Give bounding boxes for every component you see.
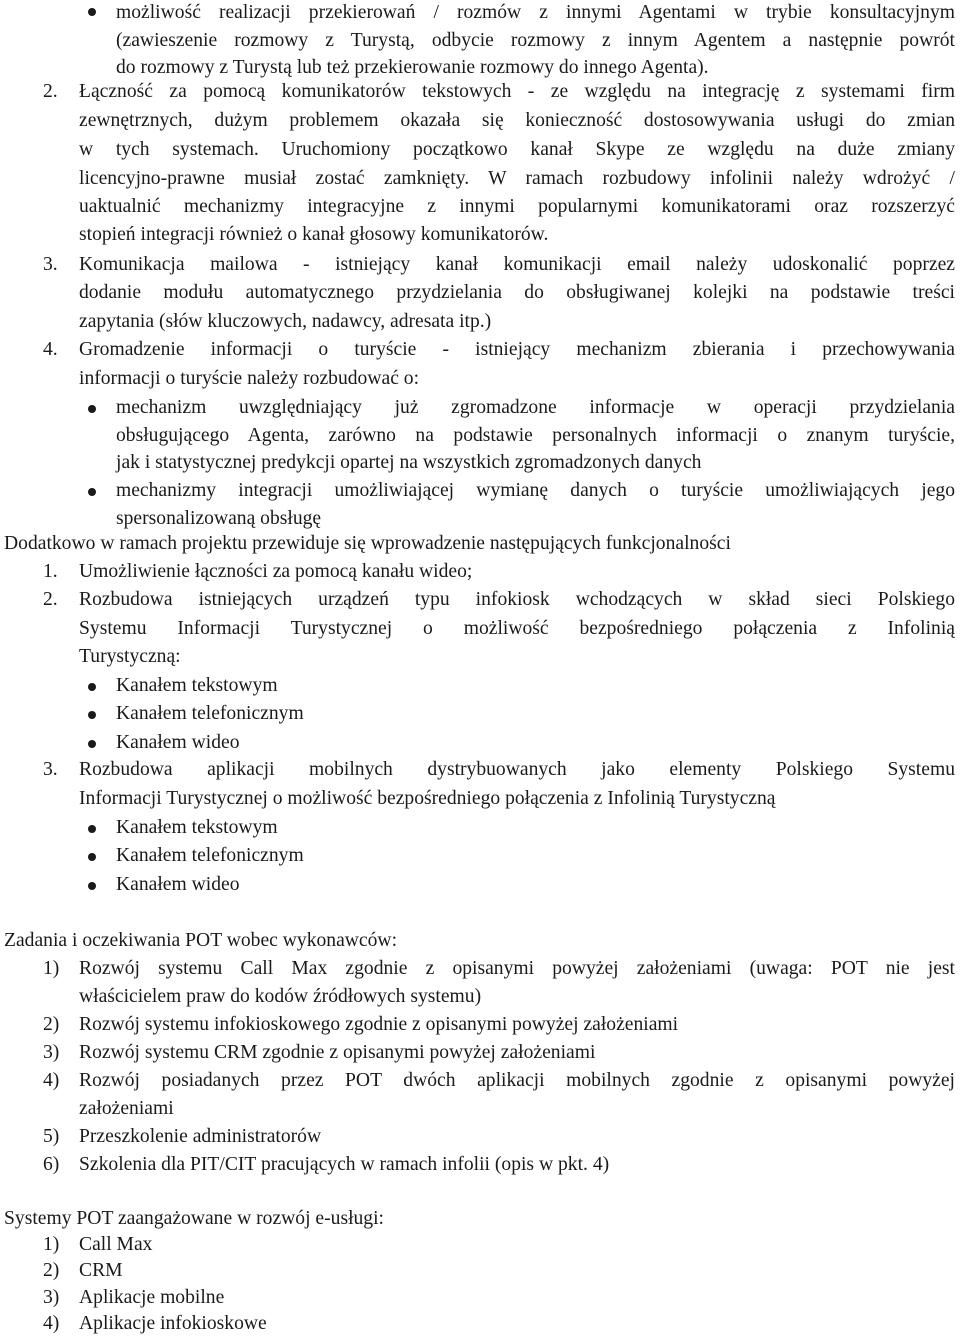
paragraph-line: możliwość realizacji przekierowań / rozmów z innymi Agentami w trybie konsultacyjnym: [116, 2, 955, 23]
paragraph-line: Rozbudowa aplikacji mobilnych dystrybuowanych jako elementy Polskiego Systemu: [79, 759, 955, 780]
list-number: 2): [43, 1014, 60, 1035]
list-number: 4.: [43, 339, 58, 360]
list-item: Kanałem wideo: [116, 874, 240, 895]
paragraph-line: Rozbudowa istniejących urządzeń typu infokiosk wchodzących w skład sieci Polskiego: [79, 589, 955, 610]
paragraph-line: Informacji Turystycznej o możliwość bezpośredniego połączenia z Infolinią Turystyczną: [79, 788, 776, 809]
bullet-icon: [88, 825, 96, 833]
bullet-icon: [88, 488, 96, 496]
bullet-icon: [88, 683, 96, 691]
paragraph-line: Rozwój systemu CRM zgodnie z opisanymi powyżej założeniami: [79, 1042, 596, 1063]
list-number: 2): [43, 1260, 60, 1281]
list-number: 3): [43, 1287, 60, 1308]
paragraph-line: stopień integracji również o kanał głosowy komunikatorów.: [79, 224, 549, 245]
list-number: 1.: [43, 561, 58, 582]
bullet-icon: [88, 882, 96, 890]
list-item: Kanałem telefonicznym: [116, 845, 304, 866]
list-number: 4): [43, 1313, 60, 1334]
paragraph-line: licencyjno-prawne musiał zostać zamknięty. W ramach rozbudowy infolinii należy wdrożyć /: [79, 168, 955, 189]
bullet-icon: [88, 405, 96, 413]
list-number: 3.: [43, 759, 58, 780]
list-number: 3.: [43, 254, 58, 275]
list-item: Call Max: [79, 1234, 153, 1255]
list-number: 3): [43, 1042, 60, 1063]
list-number: 4): [43, 1070, 60, 1091]
paragraph-line: uaktualnić mechanizmy integracyjne z innymi popularnymi komunikatorami oraz rozszerzyć: [79, 196, 955, 217]
paragraph-line: w tych systemach. Uruchomiony początkowo kanał Skype ze względu na duże zmiany: [79, 139, 955, 160]
list-item: Kanałem telefonicznym: [116, 703, 304, 724]
list-item: Kanałem wideo: [116, 732, 240, 753]
paragraph-line: Turystyczną:: [79, 646, 181, 667]
paragraph-line: Rozwój systemu Call Max zgodnie z opisanymi powyżej założeniami (uwaga: POT nie jest: [79, 958, 955, 979]
list-number: 1): [43, 1234, 60, 1255]
section-heading: Zadania i oczekiwania POT wobec wykonawców:: [4, 930, 398, 951]
list-item: CRM: [79, 1260, 123, 1281]
paragraph-line: mechanizm uwzględniający już zgromadzone informacje w operacji przydzielania: [116, 397, 955, 418]
paragraph-line: Umożliwienie łączności za pomocą kanału wideo;: [79, 561, 473, 582]
list-number: 2.: [43, 589, 58, 610]
paragraph-line: Komunikacja mailowa - istniejący kanał komunikacji email należy udoskonalić poprzez: [79, 254, 955, 275]
paragraph-line: informacji o turyście należy rozbudować o:: [79, 368, 420, 389]
bullet-icon: [88, 740, 96, 748]
paragraph-line: Gromadzenie informacji o turyście - istniejący mechanizm zbierania i przechowywania: [79, 339, 955, 360]
bullet-icon: [88, 853, 96, 861]
paragraph-line: obsługującego Agenta, zarówno na podstawie personalnych informacji o znanym turyście,: [116, 425, 955, 446]
paragraph-line: Przeszkolenie administratorów: [79, 1126, 322, 1147]
paragraph-line: zewnętrznych, dużym problemem okazała się konieczność dostosowywania usługi do zmian: [79, 110, 955, 131]
paragraph-line: do rozmowy z Turystą lub też przekierowanie rozmowy do innego Agenta).: [116, 57, 709, 78]
paragraph-line: Systemu Informacji Turystycznej o możliwość bezpośredniego połączenia z Infolinią: [79, 618, 955, 639]
paragraph-line: mechanizmy integracji umożliwiającej wymianę danych o turyście umożliwiających jego: [116, 480, 955, 501]
list-number: 6): [43, 1154, 60, 1175]
paragraph-line: Rozwój systemu infokioskowego zgodnie z opisanymi powyżej założeniami: [79, 1014, 679, 1035]
bullet-icon: [88, 8, 96, 16]
paragraph-line: Szkolenia dla PIT/CIT pracujących w ramach infolii (opis w pkt. 4): [79, 1154, 610, 1175]
paragraph-line: (zawieszenie rozmowy z Turystą, odbycie rozmowy z innym Agentem a następnie powrót: [116, 30, 955, 51]
paragraph-line: właścicielem praw do kodów źródłowych systemu): [79, 986, 482, 1007]
list-item: Kanałem tekstowym: [116, 675, 278, 696]
section-heading: Systemy POT zaangażowane w rozwój e-usługi:: [4, 1208, 384, 1229]
paragraph-line: założeniami: [79, 1098, 174, 1119]
paragraph-line: spersonalizowaną obsługę: [116, 508, 322, 529]
list-item: Aplikacje infokioskowe: [79, 1313, 267, 1334]
paragraph-line: jak i statystycznej predykcji opartej na wszystkich zgromadzonych danych: [116, 452, 702, 473]
paragraph-line: Rozwój posiadanych przez POT dwóch aplikacji mobilnych zgodnie z opisanymi powyżej: [79, 1070, 955, 1091]
section-heading: Dodatkowo w ramach projektu przewiduje się wprowadzenie następujących funkcjonalności: [4, 533, 731, 554]
list-number: 1): [43, 958, 60, 979]
paragraph-line: dodanie modułu automatycznego przydzielania do obsługiwanej kolejki na podstawie treści: [79, 282, 955, 303]
list-number: 2.: [43, 81, 58, 102]
list-item: Aplikacje mobilne: [79, 1287, 225, 1308]
list-item: Kanałem tekstowym: [116, 817, 278, 838]
paragraph-line: zapytania (słów kluczowych, nadawcy, adresata itp.): [79, 311, 492, 332]
list-number: 5): [43, 1126, 60, 1147]
paragraph-line: Łączność za pomocą komunikatorów tekstowych - ze względu na integrację z systemami firm: [79, 81, 955, 102]
bullet-icon: [88, 711, 96, 719]
